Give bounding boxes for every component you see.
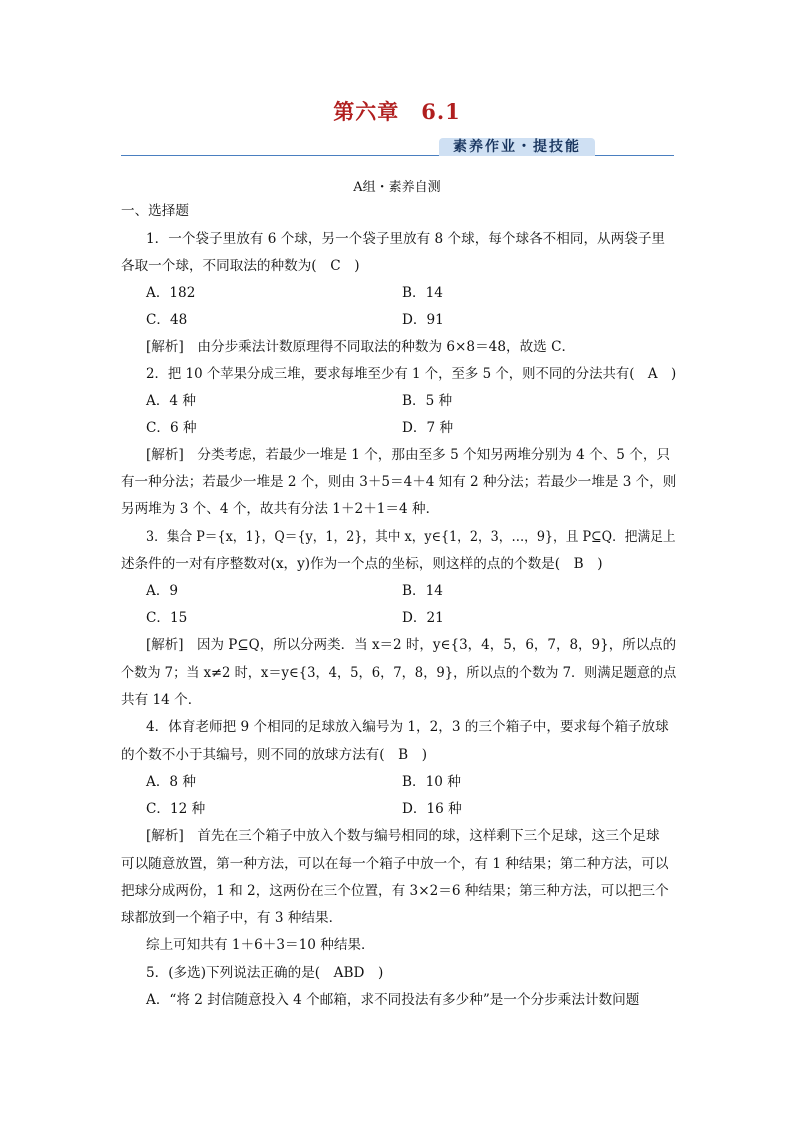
q1-opt-d: D．91 (402, 312, 444, 328)
page-title: 第六章 6.1 (333, 99, 461, 124)
q4-analysis-2: 可以随意放置，第一种方法，可以在每一个箱子中放一个，有 1 种结果；第二种方法，可以 (121, 856, 669, 872)
q2-opt-a: A．4 种 (146, 393, 196, 409)
q3-opt-c: C．15 (146, 610, 188, 626)
q2-analysis-3: 另两堆为 3 个、4 个，故共有分法 1＋2＋1＝4 种． (121, 501, 440, 517)
q4-opt-a: A．8 种 (146, 774, 196, 790)
q3-opt-b: B．14 (402, 583, 443, 599)
section-band (121, 138, 674, 158)
q3-analysis-2: 个数为 7；当 x≠2 时，x＝y∈{3，4，5，6，7，8，9}，所以点的个数为 7．则满足题意的点 (121, 665, 677, 681)
q2-line1: 2．把 10 个苹果分成三堆，要求每堆至少有 1 个，至多 5 个，则不同的分法共有( A ) (146, 366, 677, 382)
q1-opt-a: A．182 (146, 285, 196, 301)
q1-line2: 各取一个球，不同取法的种数为( C ) (121, 258, 360, 274)
q4-line1: 4．体育老师把 9 个相同的足球放入编号为 1，2，3 的三个箱子中，要求每个箱子放球 (146, 719, 669, 735)
q4-opt-c: C．12 种 (146, 801, 206, 817)
q4-analysis-4: 球都放到一个箱子中，有 3 种结果． (121, 910, 343, 926)
q2-opt-b: B．5 种 (402, 393, 453, 409)
q4-line2: 的个数不小于其编号，则不同的放球方法有( B ) (121, 747, 428, 763)
q1-opt-c: C．48 (146, 312, 188, 328)
q4-analysis-3: 把球分成两份，1 和 2，这两份在三个位置，有 3×2＝6 种结果；第三种方法，可以把三个 (121, 883, 669, 899)
band-label: 素养作业・提技能 (439, 138, 595, 156)
q1-line1: 1．一个袋子里放有 6 个球，另一个袋子里放有 8 个球，每个球各不相同，从两袋子里 (146, 231, 666, 247)
q5-line1: 5．(多选)下列说法正确的是( ABD ) (146, 965, 384, 981)
q3-analysis-1: [解析] 因为 P⊆Q，所以分两类．当 x＝2 时，y∈{3，4，5，6，7，8，9}，所以点的 (146, 637, 677, 653)
q1-analysis: [解析] 由分步乘法计数原理得不同取法的种数为 6×8＝48，故选 C． (146, 339, 576, 355)
q3-line1: 3．集合 P＝{x，1}，Q＝{y，1，2}，其中 x，y∈{1，2，3，…，9}，且 P⊆Q．把满足上 (146, 529, 676, 545)
q3-opt-d: D．21 (402, 610, 444, 626)
q4-opt-d: D．16 种 (402, 801, 462, 817)
q4-opt-b: B．10 种 (402, 774, 461, 790)
section-heading: 一、选择题 (121, 203, 189, 219)
q3-analysis-3: 共有 14 个． (121, 692, 202, 708)
q2-analysis-1: [解析] 分类考虑，若最少一堆是 1 个，那由至多 5 个知另两堆分别为 4 个、5 个，只 (146, 447, 671, 463)
group-heading: A组・素养自测 (353, 180, 441, 195)
q3-opt-a: A．9 (146, 583, 179, 599)
q1-opt-b: B．14 (402, 285, 443, 301)
q2-analysis-2: 有一种分法；若最少一堆是 2 个，则由 3＋5＝4＋4 知有 2 种分法；若最少一堆是 3 个，则 (121, 474, 677, 490)
q5-opt-a: A．“将 2 封信随意投入 4 个邮箱，求不同投法有多少种”是一个分步乘法计数问题 (146, 992, 640, 1008)
q2-opt-d: D．7 种 (402, 420, 454, 436)
q2-opt-c: C．6 种 (146, 420, 197, 436)
q4-analysis-1: [解析] 首先在三个箱子中放入个数与编号相同的球，这样剩下三个足球，这三个足球 (146, 828, 660, 844)
q3-line2: 述条件的一对有序整数对(x，y)作为一个点的坐标，则这样的点的个数是( B ) (121, 556, 603, 572)
q4-analysis-5: 综上可知共有 1＋6＋3＝10 种结果． (146, 937, 375, 953)
